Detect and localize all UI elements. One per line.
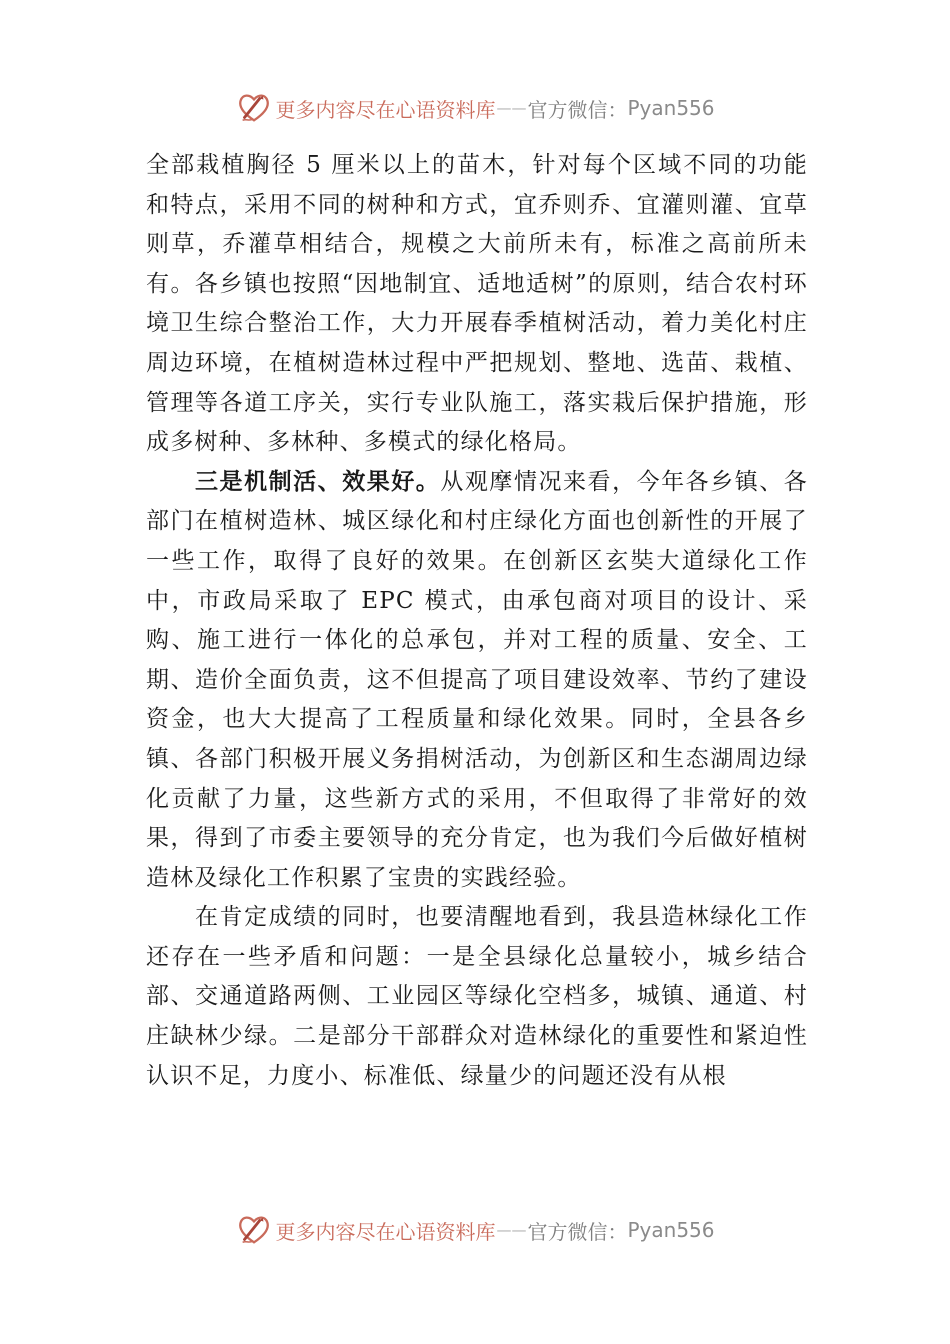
paragraph-1: 全部栽植胸径 5 厘米以上的苗木，针对每个区域不同的功能和特点，采用不同的树种和方式，宜乔则乔、宜灌则灌、宜草则草，乔灌草相结合，规模之大前所未有，标准之高前所未有。各乡镇也按照“因地制宜、适地适树”的原则，结合农村环境卫生综合整治工作，大力开展春季植树活动，着力美化村庄周边环境，在植树造林过程中严把规划、整地、选苗、栽植、管理等各道工序关，实行专业队施工，落实栽后保护措施，形成多树种、多林种、多模式的绿化格局。 — [146, 152, 808, 456]
paragraph-2 — [146, 463, 808, 899]
paragraph-3: 在肯定成绩的同时，也要清醒地看到，我县造林绿化工作还存在一些矛盾和问题：一是全县绿化总量较小，城乡结合部、交通道路两侧、工业园区等绿化空档多，城镇、通道、村庄缺林少绿。二是部分干部群众对造林绿化的重要性和紧迫性认识不足，力度小、标准低、绿量少的问题还没有从根 — [146, 904, 808, 1089]
watermark-site-name: 更多内容尽在心语资料库 — [275, 1219, 496, 1244]
watermark-wechat-id: Pyan556 — [627, 96, 715, 120]
paragraph-2-text: 从观摩情况来看，今年各乡镇、各部门在植树造林、城区绿化和村庄绿化方面也创新性的开展了一些工作，取得了良好的效果。在创新区玄奘大道绿化工作中，市政局采取了 EPC 模式，由承包商对项目的设计、采购、施工进行一体化的总承包，并对工程的质量、安全、工期、造价全面负责，这不但提高了项目建设效率、节约了建设资金，也大大提高了工程质量和绿化效果。同时，全县各乡镇、各部门积极开展义务捐树活动，为创新区和生态湖周边绿化贡献了力量，这些新方式的采用，不但取得了非常好的效果，得到了市委主要领导的充分肯定，也为我们今后做好植树造林及绿化工作积累了宝贵的实践经验。 — [146, 468, 809, 891]
watermark-wechat-label: 官方微信： — [527, 1219, 628, 1244]
header-watermark — [0, 88, 950, 128]
watermark-wechat-label: 官方微信： — [527, 97, 628, 122]
footer-watermark — [0, 1210, 950, 1250]
watermark-site-name: 更多内容尽在心语资料库 — [275, 97, 496, 122]
watermark-dash: —— — [496, 1221, 527, 1239]
document-body — [146, 146, 808, 1096]
pen-heart-logo-icon — [235, 1211, 273, 1249]
watermark-dash: —— — [496, 99, 527, 117]
pen-heart-logo-icon — [235, 89, 273, 127]
paragraph-2-lead: 三是机制活、效果好。 — [195, 468, 441, 495]
watermark-wechat-id: Pyan556 — [627, 1218, 715, 1242]
